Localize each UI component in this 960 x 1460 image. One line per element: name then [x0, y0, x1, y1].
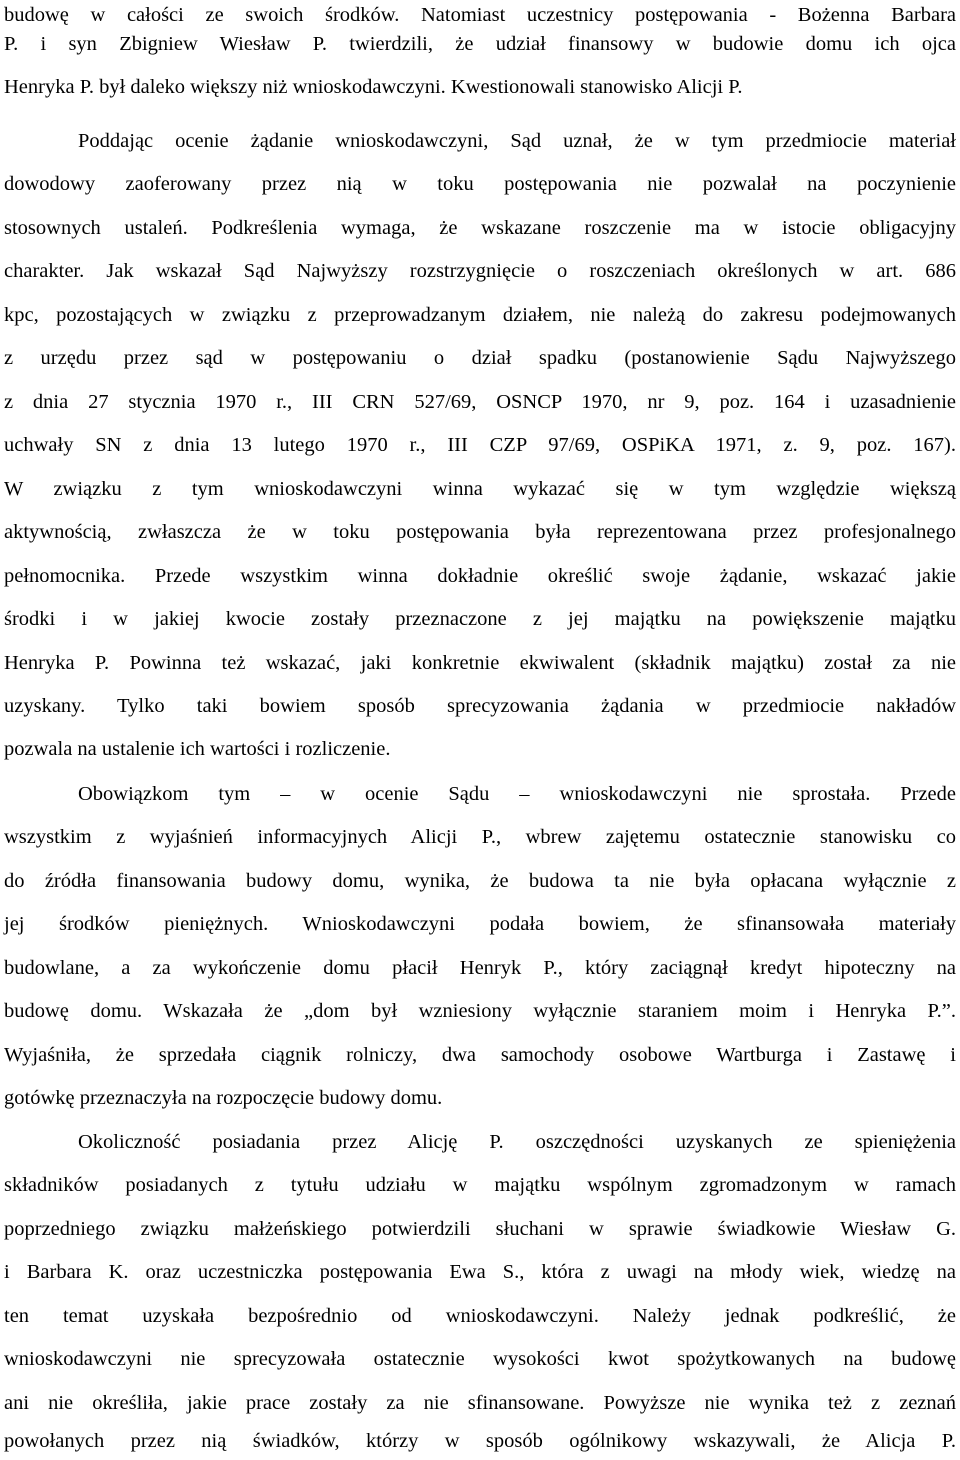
text-line: składników posiadanych z tytułu udziału w majątku wspólnym zgromadzonym w ramach [4, 1174, 956, 1196]
text-line: wszystkim z wyjaśnień informacyjnych Alicji P., wbrew zajętemu ostatecznie stanowisku co [4, 826, 956, 848]
text-line: Okoliczność posiadania przez Alicję P. oszczędności uzyskanych ze spieniężenia [78, 1131, 956, 1153]
text-line: Henryka P. Powinna też wskazać, jaki konkretnie ekwiwalent (składnik majątku) został za nie [4, 652, 956, 674]
text-line: Henryka P. był daleko większy niż wnioskodawczyni. Kwestionowali stanowisko Alicji P. [4, 76, 743, 98]
text-line: poprzedniego związku małżeńskiego potwierdzili słuchani w sprawie świadkowie Wiesław G. [4, 1218, 956, 1240]
text-line: charakter. Jak wskazał Sąd Najwyższy rozstrzygnięcie o roszczeniach określonych w art. 686 [4, 260, 956, 282]
text-line: i Barbara K. oraz uczestniczka postępowania Ewa S., która z uwagi na młody wiek, wiedzę na [4, 1261, 956, 1283]
text-line: uzyskany. Tylko taki bowiem sposób sprecyzowania żądania w przedmiocie nakładów [4, 695, 956, 717]
text-line: Wyjaśniła, że sprzedała ciągnik rolniczy, dwa samochody osobowe Wartburga i Zastawę i [4, 1044, 956, 1066]
text-line: aktywnością, zwłaszcza że w toku postępowania była reprezentowana przez profesjonalnego [4, 521, 956, 543]
text-line: ten temat uzyskała bezpośrednio od wnioskodawczyni. Należy jednak podkreślić, że [4, 1305, 956, 1327]
text-line: ani nie określiła, jakie prace zostały za nie sfinansowane. Powyższe nie wynika też z zeznań [4, 1392, 956, 1414]
text-line: środki i w jakiej kwocie zostały przeznaczone z jej majątku na powiększenie majątku [4, 608, 956, 630]
text-line: P. i syn Zbigniew Wiesław P. twierdzili, że udział finansowy w budowie domu ich ojca [4, 33, 956, 55]
text-line: do źródła finansowania budowy domu, wynika, że budowa ta nie była opłacana wyłącznie z [4, 870, 956, 892]
text-line: z dnia 27 stycznia 1970 r., III CRN 527/69, OSNCP 1970, nr 9, poz. 164 i uzasadnienie [4, 391, 956, 413]
text-line: z urzędu przez sąd w postępowaniu o dział spadku (postanowienie Sądu Najwyższego [4, 347, 956, 369]
text-line: stosownych ustaleń. Podkreślenia wymaga, że wskazane roszczenie ma w istocie obligacyjny [4, 217, 956, 239]
text-line: powołanych przez nią świadków, którzy w sposób ogólnikowy wskazywali, że Alicja P. [4, 1430, 956, 1452]
text-line: W związku z tym wnioskodawczyni winna wykazać się w tym względzie większą [4, 478, 956, 500]
text-line: Obowiązkom tym – w ocenie Sądu – wnioskodawczyni nie sprostała. Przede [78, 783, 956, 805]
text-line: wnioskodawczyni nie sprecyzowała ostatecznie wysokości kwot spożytkowanych na budowę [4, 1348, 956, 1370]
text-line: pozwala na ustalenie ich wartości i rozliczenie. [4, 738, 391, 760]
text-line: pełnomocnika. Przede wszystkim winna dokładnie określić swoje żądanie, wskazać jakie [4, 565, 956, 587]
text-line: gotówkę przeznaczyła na rozpoczęcie budowy domu. [4, 1087, 443, 1109]
text-line: uchwały SN z dnia 13 lutego 1970 r., III CZP 97/69, OSPiKA 1971, z. 9, poz. 167). [4, 434, 956, 456]
text-line: dowodowy zaoferowany przez nią w toku postępowania nie pozwalał na poczynienie [4, 173, 956, 195]
text-line: Poddając ocenie żądanie wnioskodawczyni, Sąd uznał, że w tym przedmiocie materiał [78, 130, 956, 152]
text-line: jej środków pieniężnych. Wnioskodawczyni podała bowiem, że sfinansowała materiały [4, 913, 956, 935]
text-line: budowę w całości ze swoich środków. Natomiast uczestnicy postępowania - Bożenna Barbara [4, 4, 956, 26]
text-line: budowę domu. Wskazała że „dom był wzniesiony wyłącznie staraniem moim i Henryka P.”. [4, 1000, 956, 1022]
text-line: budowlane, a za wykończenie domu płacił Henryk P., który zaciągnął kredyt hipoteczny na [4, 957, 956, 979]
text-line: kpc, pozostających w związku z przeprowadzanym działem, nie należą do zakresu podejmowanych [4, 304, 956, 326]
